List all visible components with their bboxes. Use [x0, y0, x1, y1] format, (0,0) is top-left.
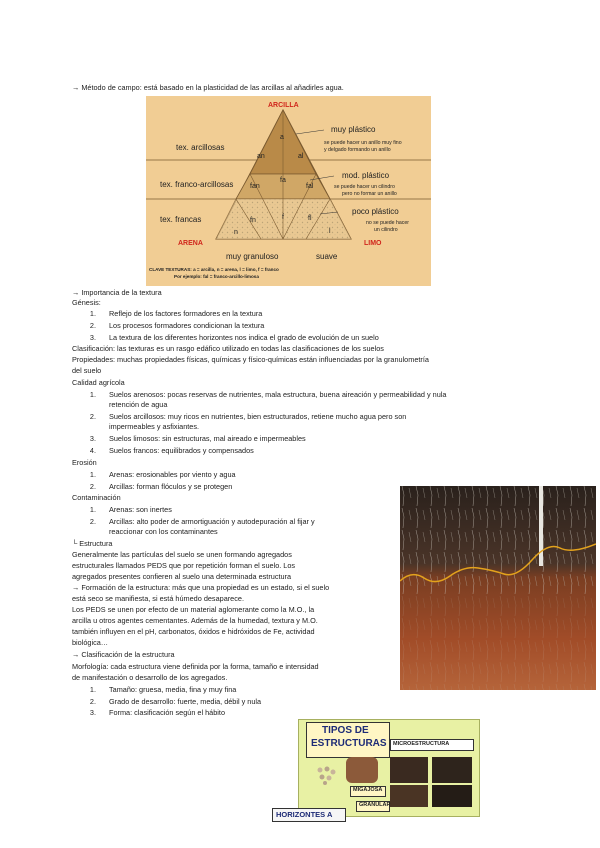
muy-plastico-label: muy plástico [331, 125, 376, 134]
clave-texturas: CLAVE TEXTURAS: a = arcilla, n = arena, l = limo, f = franco [149, 267, 279, 272]
contaminacion-item-2-line-2: reaccionar con los contaminantes [109, 527, 218, 536]
list-number: 1. [89, 390, 96, 399]
calidad-item-4: Suelos francos: equilibrados y compensados [109, 446, 254, 455]
peds-line-2: arcilla u otros agentes cementantes. Además de la humedad, textura y M.O. [72, 616, 318, 625]
granular-icon [316, 765, 338, 785]
formacion-line-1: → Formación de la estructura: más que una propiedad es un estado, si el suelo [72, 583, 330, 592]
erosion-item-1: Arenas: erosionables por viento y agua [109, 470, 236, 479]
list-number: 2. [89, 697, 96, 706]
cell-fn: fn [250, 217, 256, 224]
cell-al: al [298, 153, 304, 160]
calidad-item-3: Suelos limosos: sin estructuras, mal aireado e impermeables [109, 434, 306, 443]
list-number: 1. [89, 685, 96, 694]
cell-a: a [280, 134, 284, 141]
cell-n: n [234, 229, 238, 236]
genesis-item-3: La textura de los diferentes horizontes nos indica el grado de evolución de un suelo [109, 333, 379, 342]
list-number: 1. [89, 470, 96, 479]
cell-fl: fl [308, 215, 312, 222]
estructura-p1-line-3: agregados presentes confieren al suelo una determinada estructura [72, 572, 292, 581]
soil-profile-image [400, 486, 596, 690]
cell-f: f [282, 214, 284, 221]
suave-label: suave [316, 252, 338, 261]
muy-plastico-note-1: se puede hacer un anillo muy fino [324, 140, 402, 146]
list-number: 4. [89, 446, 96, 455]
micro-sample-1 [390, 757, 428, 783]
morfologia-line-1: Morfología: cada estructura viene definida por la forma, tamaño e intensidad [72, 662, 319, 671]
mod-plastico-label: mod. plástico [342, 171, 390, 180]
micro-sample-4 [432, 785, 472, 807]
estructura-p1-line-2: estructurales llamados PEDS que por repetición forman el suelo. Los [72, 561, 296, 570]
genesis-item-2: Los procesos formadores condicionan la textura [109, 321, 265, 330]
micro-sample-3 [390, 785, 428, 807]
genesis-item-1: Reflejo de los factores formadores en la textura [109, 309, 263, 318]
tex-arcillosas-label: tex. arcillosas [176, 143, 225, 152]
texture-triangle-figure [146, 96, 431, 286]
list-number: 1. [89, 505, 96, 514]
list-number: 2. [89, 517, 96, 526]
calidad-item-1-line-1: Suelos arenosos: pocas reservas de nutrientes, mala estructura, buena aireación y permeabilidad y nula [109, 390, 447, 399]
tex-franco-arcillosas-label: tex. franco-arcillosas [160, 180, 234, 189]
list-number: 2. [89, 321, 96, 330]
propiedades-line-1: Propiedades: muchas propiedades físicas, químicas y físico-químicas están influenciadas por la granulometría [72, 355, 429, 364]
estructura-p1-line-1: Generalmente las partículas del suelo se unen formando agregados [72, 550, 292, 559]
migajosa-label: MIGAJOSA [353, 787, 383, 793]
genesis-heading: Génesis: [72, 298, 101, 307]
erosion-heading: Erosión [72, 458, 97, 467]
morfologia-line-2: de manifestación o desarrollo de los agregados. [72, 673, 228, 682]
horizontes-label: HORIZONTES A [276, 810, 333, 819]
migajosa-sample [346, 757, 378, 783]
list-number: 3. [89, 434, 96, 443]
importancia-heading: → Importancia de la textura [72, 288, 162, 297]
poco-plastico-label: poco plástico [352, 207, 399, 216]
tipos-title-line-2: ESTRUCTURAS [311, 738, 387, 749]
mod-plastico-note-2: pero no formar un anillo [342, 191, 397, 197]
morfologia-item-3: Forma: clasificación según el hábito [109, 708, 225, 717]
morfologia-item-1: Tamaño: gruesa, media, fina y muy fina [109, 685, 237, 694]
contaminacion-item-2-line-1: Arcillas: alto poder de armortiguación y autodepuración al fijar y [109, 517, 315, 526]
contaminacion-item-1: Arenas: son inertes [109, 505, 172, 514]
calidad-item-1-line-2: retención de agua [109, 400, 168, 409]
contaminacion-heading: Contaminación [72, 493, 121, 502]
calidad-heading: Calidad agrícola [72, 378, 125, 387]
peds-line-3: también influyen en el pH, carbonatos, óxidos e hidróxidos de Fe, actividad [72, 627, 315, 636]
limo-label: LIMO [364, 240, 382, 247]
micro-sample-2 [432, 757, 472, 783]
clasificacion-text: Clasificación: las texturas es un rasgo edáfico utilizado en todas las clasificaciones de los suelos [72, 344, 384, 353]
erosion-item-2: Arcillas: forman flóculos y se protegen [109, 482, 233, 491]
calidad-item-2-line-2: impermeables y asfixiantes. [109, 422, 200, 431]
clasificacion-estructura-heading: → Clasificación de la estructura [72, 650, 175, 659]
arena-label: ARENA [178, 240, 203, 247]
muy-plastico-note-2: y delgado formando un anillo [324, 147, 391, 153]
morfologia-item-2: Grado de desarrollo: fuerte, media, débil y nula [109, 697, 262, 706]
metodo-campo-text: → Método de campo: está basado en la plasticidad de las arcillas al añadirles agua. [72, 83, 344, 92]
list-number: 2. [89, 482, 96, 491]
tex-francas-label: tex. francas [160, 215, 202, 224]
arcilla-label: ARCILLA [268, 102, 299, 109]
cell-an: an [257, 153, 265, 160]
calidad-item-2-line-1: Suelos arcillosos: muy ricos en nutrientes, bien estructurados, retiene mucho agua pero son [109, 412, 407, 421]
list-number: 3. [89, 708, 96, 717]
soil-profile-photo [400, 486, 596, 690]
estructura-heading: └ Estructura [72, 539, 113, 548]
list-number: 1. [89, 309, 96, 318]
cell-fan: fan [250, 183, 260, 190]
ejemplo-texturas: Por ejemplo: fal = franco-arcillo-limosa [174, 274, 259, 279]
peds-line-1: Los PEDS se unen por efecto de un material aglomerante como la M.O., la [72, 605, 315, 614]
muy-granuloso-label: muy granuloso [226, 252, 279, 261]
list-number: 2. [89, 412, 96, 421]
tipos-title-line-1: TIPOS DE [322, 725, 369, 736]
poco-plastico-note-1: no se puede hacer [366, 220, 409, 226]
granular-label: GRANULAR [359, 802, 391, 808]
peds-line-4: biológica… [72, 638, 109, 647]
microestructura-label: MICROESTRUCTURA [393, 741, 450, 747]
poco-plastico-note-2: un cilindro [374, 227, 398, 233]
mod-plastico-note-1: se puede hacer un cilindro [334, 184, 395, 190]
propiedades-line-2: del suelo [72, 366, 102, 375]
cell-l: l [329, 228, 331, 235]
cell-fal: fal [306, 183, 314, 190]
list-number: 3. [89, 333, 96, 342]
tipos-estructuras-figure [272, 719, 478, 822]
formacion-line-2: está seco se manifiesta, si está húmedo desaparece. [72, 594, 244, 603]
cell-fa: fa [280, 177, 286, 184]
